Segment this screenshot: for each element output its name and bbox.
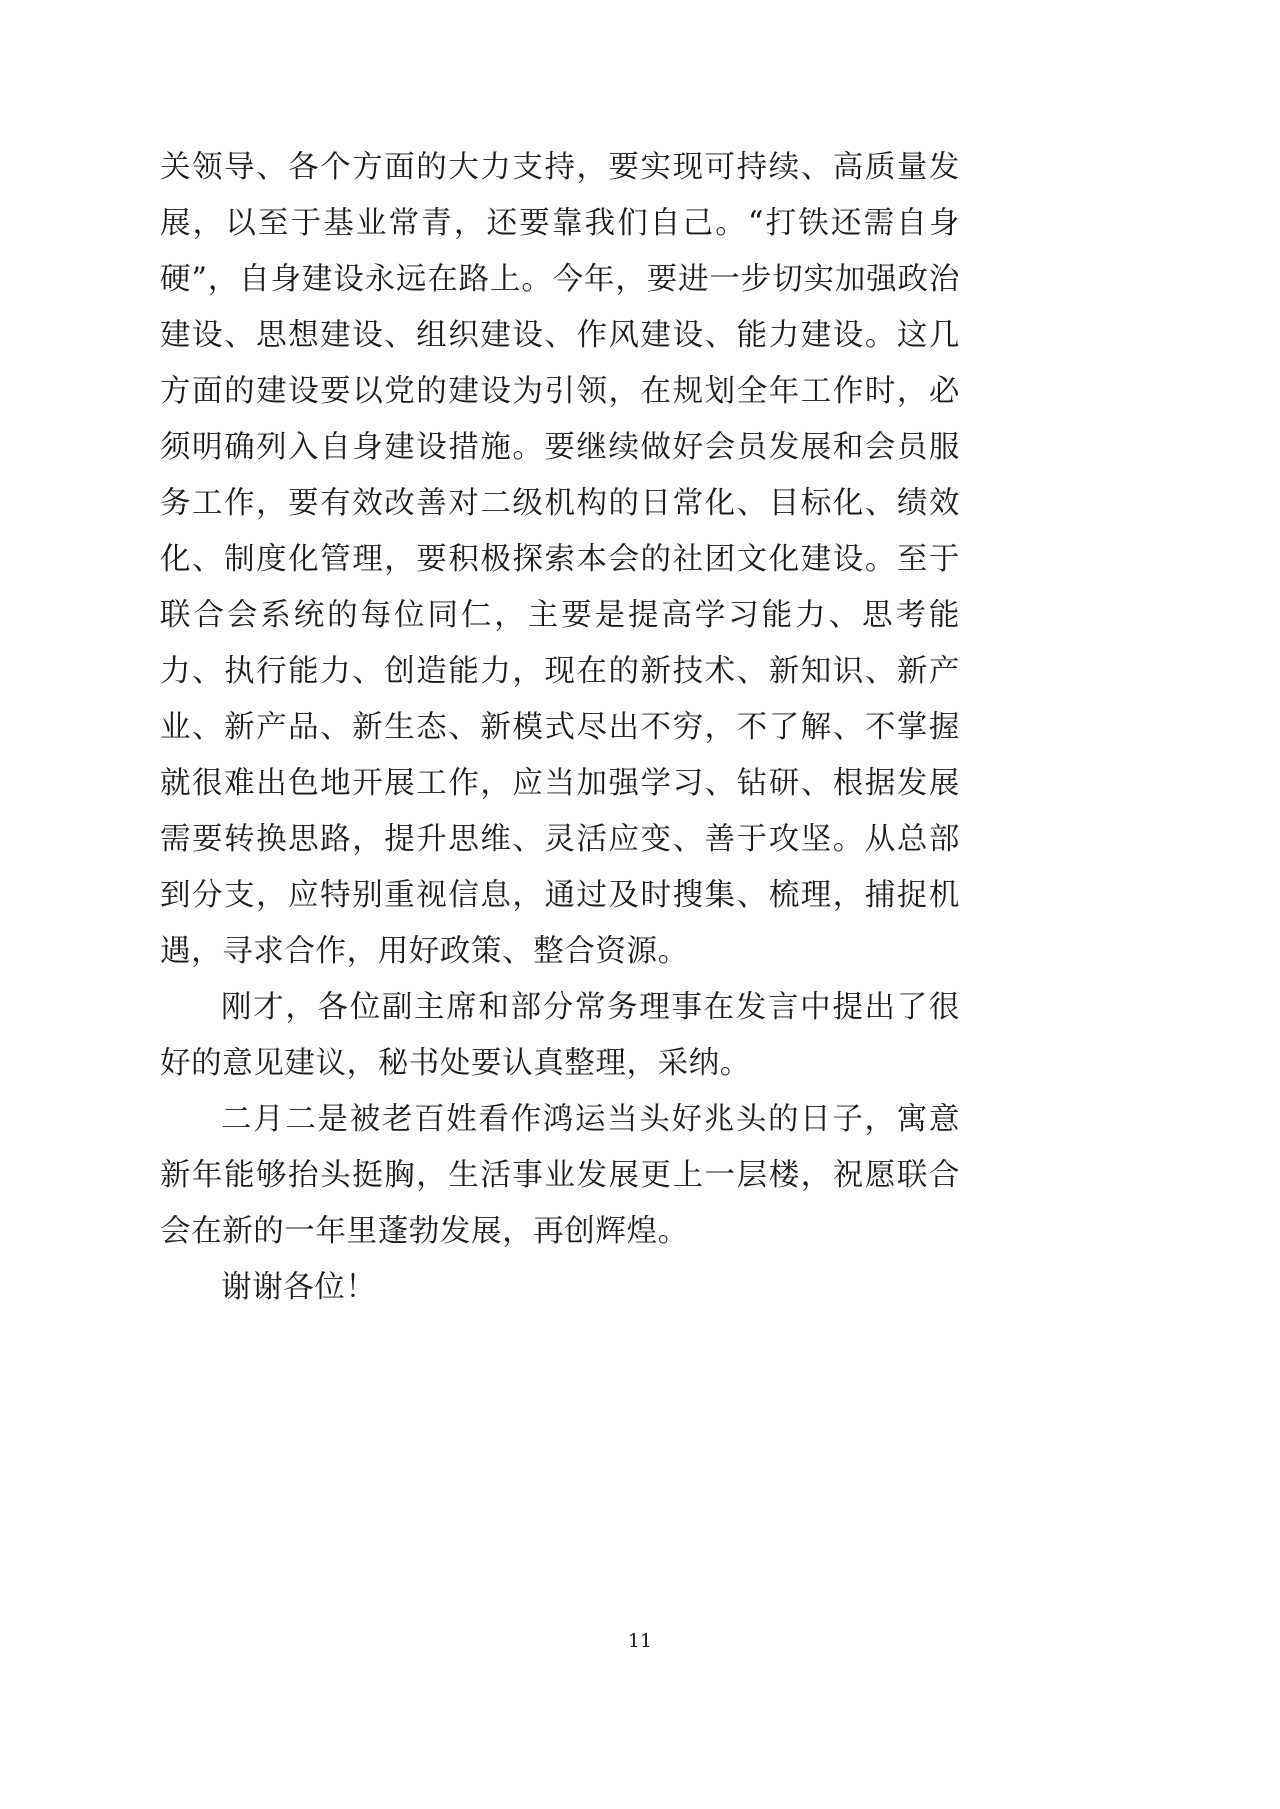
paragraph: 二月二是被老百姓看作鸿运当头好兆头的日子，寓意新年能够抬头挺胸，生活事业发展更上一层楼，祝愿联合会在新的一年里蓬勃发展，再创辉煌。 (160, 1102, 960, 1249)
paragraph: 刚才，各位副主席和部分常务理事在发言中提出了很好的意见建议，秘书处要认真整理，采纳。 (160, 990, 960, 1081)
page-number: 11 (627, 1630, 653, 1652)
paragraph: 关领导、各个方面的大力支持，要实现可持续、高质量发展，以至于基业常青，还要靠我们自己。“打铁还需自身硬”，自身建设永远在路上。今年，要进一步切实加强政治建设、思想建设、组织建设、作风建设、能力建设。这几方面的建设要以党的建设为引领，在规划全年工作时，必须明确列入自身建设措施。要继续做好会员发展和会员服务工作，要有效改善对二级机构的日常化、目标化、绩效化、制度化管理，要积极探索本会的社团文化建设。至于联合会系统的每位同仁，主要是提高学习能力、思考能力、执行能力、创造能力，现在的新技术、新知识、新产业、新产品、新生态、新模式尽出不穷，不了解、不掌握就很难出色地开展工作，应当加强学习、钻研、根据发展需要转换思路，提升思维、灵活应变、善于攻坚。从总部到分支，应特别重视信息，通过及时搜集、梳理，捕捉机遇，寻求合作，用好政策、整合资源。 (160, 150, 960, 969)
paragraph: 谢谢各位！ (221, 1270, 377, 1305)
document-body (160, 140, 960, 1316)
